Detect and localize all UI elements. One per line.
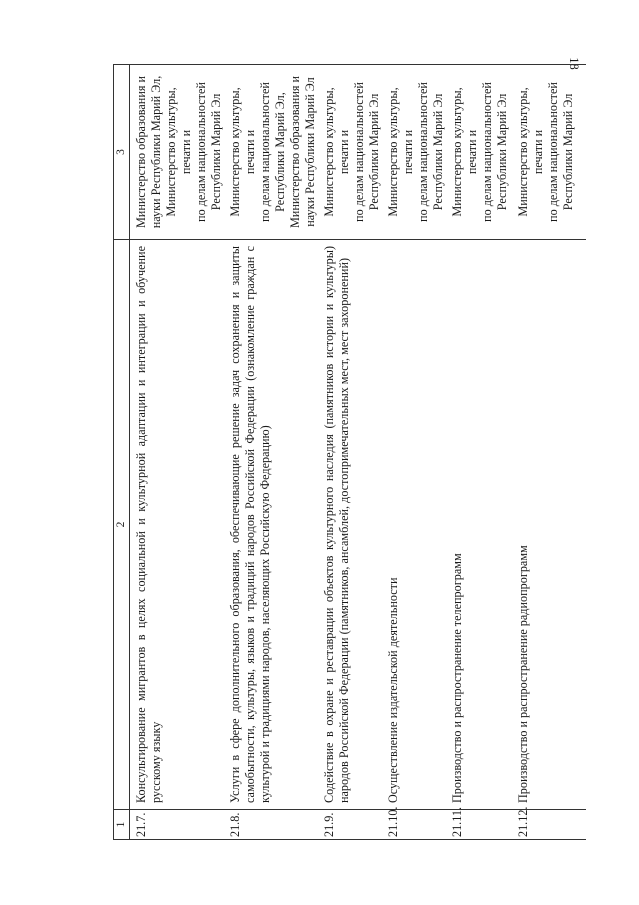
row-number: 21.8. <box>224 810 318 840</box>
header-cell-organization: 3 <box>114 65 130 240</box>
row-description: Производство и распространение радиопрограмм <box>512 240 586 810</box>
table-header-row <box>114 65 130 840</box>
row-organization <box>224 65 318 240</box>
org-line: по делам национальностей <box>480 82 494 222</box>
org-line: Министерство культуры, печати и <box>228 87 257 217</box>
table-row <box>130 65 225 840</box>
header-cell-description: 2 <box>114 240 130 810</box>
row-organization <box>446 65 512 240</box>
org-line: Республики Марий Эл <box>561 93 575 211</box>
org-line: по делам национальностей <box>352 82 366 222</box>
org-line: Министерство культуры, печати и <box>164 87 193 217</box>
org-line: по делам национальностей <box>416 82 430 222</box>
row-number: 21.12. <box>512 810 586 840</box>
header-cell-number: 1 <box>114 810 130 840</box>
org-line: науки Республики Марий Эл <box>303 77 317 227</box>
org-line: по делам национальностей <box>546 82 560 222</box>
table-row <box>512 65 586 840</box>
row-organization <box>382 65 446 240</box>
row-number: 21.7. <box>130 810 225 840</box>
page-number: 18 <box>566 57 581 70</box>
org-line: Министерство культуры, печати и <box>450 87 479 217</box>
org-line: Министерство культуры, печати и <box>322 87 351 217</box>
org-line: науки Республики Марий Эл, <box>149 75 163 229</box>
row-number: 21.10. <box>382 810 446 840</box>
org-line: Министерство культуры, печати и <box>516 87 545 217</box>
org-line: по делам национальностей <box>258 82 272 222</box>
table-row <box>318 65 382 840</box>
table-row <box>224 65 318 840</box>
org-line: Республики Марий Эл, <box>273 92 287 212</box>
row-organization <box>318 65 382 240</box>
row-organization <box>512 65 586 240</box>
services-table <box>113 64 586 840</box>
table-row <box>446 65 512 840</box>
row-description: Услуги в сфере дополнительного образования, обеспечивающие решение задач сохранения и защиты самобытности, культуры, языков и традиций народов Российской Федерации (ознакомление граждан с культурой и традициями народов, населяющих Российскую Федерацию) <box>224 240 318 810</box>
org-line: Республики Марий Эл <box>367 93 381 211</box>
org-line: Республики Марий Эл <box>431 93 445 211</box>
row-organization <box>130 65 225 240</box>
org-line: Республики Марий Эл <box>209 93 223 211</box>
row-description: Производство и распространение телепрограмм <box>446 240 512 810</box>
row-number: 21.11. <box>446 810 512 840</box>
org-line: Министерство образования и <box>134 75 148 229</box>
row-description: Консультирование мигрантов в целях социальной и культурной адаптации и интеграции и обучение русскому языку <box>130 240 225 810</box>
rotated-table-container <box>113 65 575 840</box>
org-line: Министерство культуры, печати и <box>386 87 415 217</box>
org-line: Республики Марий Эл <box>495 93 509 211</box>
org-line: по делам национальностей <box>194 82 208 222</box>
row-description: Содействие в охране и реставрации объектов культурного наследия (памятников истории и культуры) народов Российской Федерации (памятников, ансамблей, достопримечательных мест, мест захоронений) <box>318 240 382 810</box>
org-line: Министерство образования и <box>288 75 302 229</box>
row-number: 21.9. <box>318 810 382 840</box>
table-row <box>382 65 446 840</box>
row-description: Осуществление издательской деятельности <box>382 240 446 810</box>
